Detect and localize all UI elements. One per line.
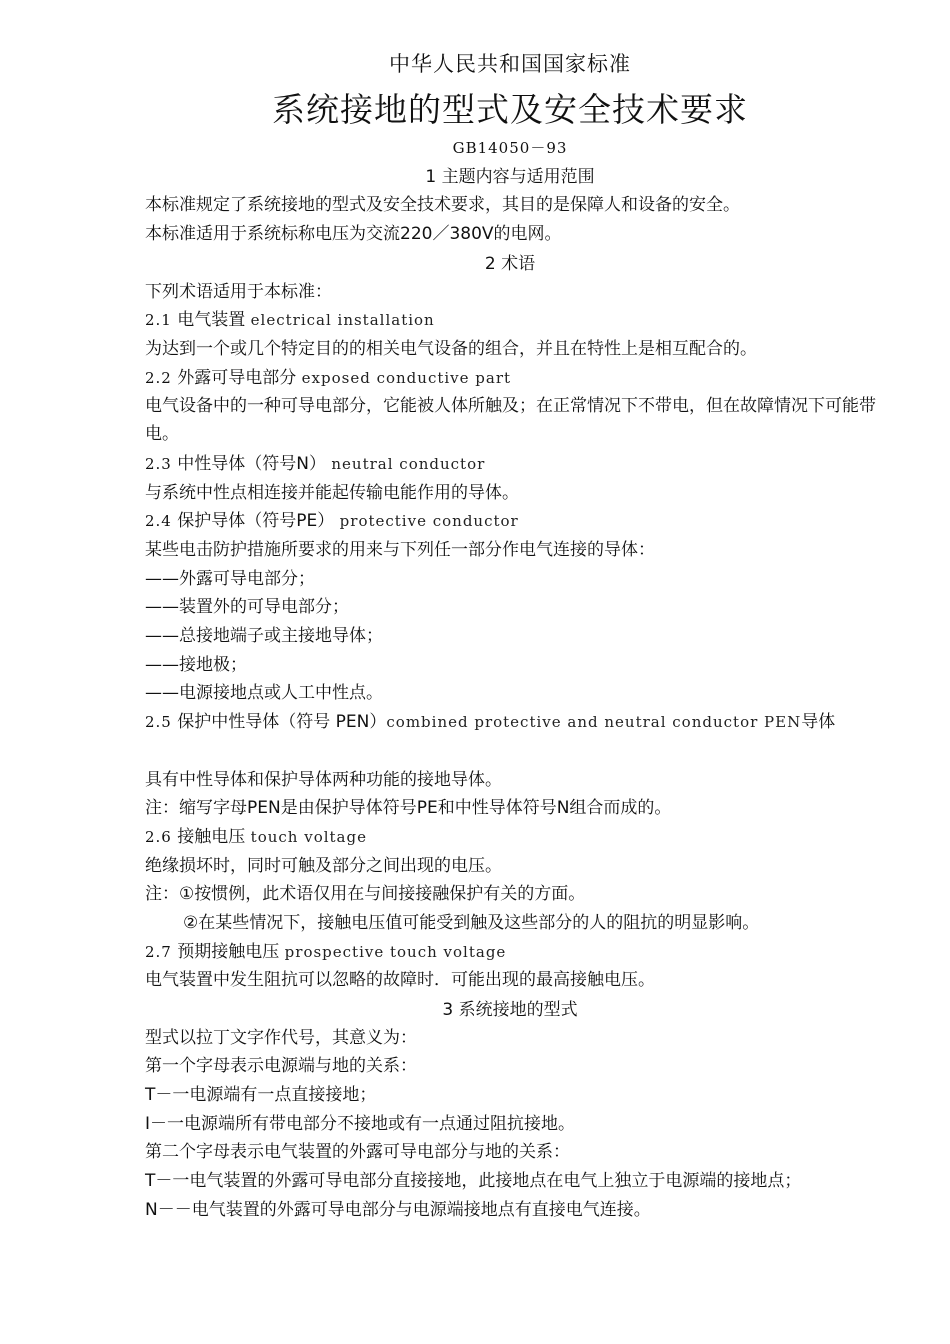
term-2-2-definition: 电气设备中的一种可导电部分，它能被人体所触及；在正常情况下不带电，但在故障情况下可能带电。: [145, 396, 876, 444]
term-number: 2.5: [145, 713, 172, 731]
list-item: ——总接地端子或主接地导体；: [145, 626, 383, 646]
term-cn: 外露可导电部分: [177, 368, 297, 388]
term-2-5-heading: [145, 708, 880, 736]
term-2-2-heading: [145, 364, 880, 392]
section-3-paragraph: T－一电源端有一点直接接地；: [145, 1085, 377, 1105]
term-2-3-definition: 与系统中性点相连接并能起传输电能作用的导体。: [145, 483, 519, 503]
list-item: ——外露可导电部分；: [145, 569, 315, 589]
term-2-3-heading: [145, 450, 880, 478]
section-3-paragraph: T－一电气装置的外露可导电部分直接接地，此接地点在电气上独立于电源端的接地点；: [145, 1171, 802, 1191]
document-title: 系统接地的型式及安全技术要求: [272, 90, 748, 129]
section-3-paragraph: 第一个字母表示电源端与地的关系：: [145, 1056, 417, 1076]
term-2-7-definition: 电气装置中发生阻抗可以忽略的故障时．可能出现的最高接触电压。: [145, 970, 655, 990]
document-supertitle: 中华人民共和国国家标准: [389, 52, 631, 76]
section-1-heading: 1 主题内容与适用范围: [425, 167, 595, 187]
term-2-1-heading: [145, 306, 880, 334]
standard-code: GB14050－93: [452, 139, 568, 157]
section-2-heading: 2 术语: [484, 254, 536, 274]
term-cn: 保护导体（符号PE）: [177, 511, 335, 531]
term-2-4-heading: [145, 507, 880, 535]
list-item: ——电源接地点或人工中性点。: [145, 683, 383, 703]
term-number: 2.2: [145, 369, 172, 387]
term-en: prospective touch voltage: [284, 943, 507, 961]
term-cn: 保护中性导体（符号 PEN）: [177, 712, 387, 732]
term-number: 2.1: [145, 311, 172, 329]
list-item: ——接地极；: [145, 655, 247, 675]
term-tail: 导体: [801, 712, 836, 732]
section-2-intro: 下列术语适用于本标准：: [145, 282, 332, 302]
term-2-5-definition: 具有中性导体和保护导体两种功能的接地导体。: [145, 770, 502, 790]
list-item: ——装置外的可导电部分；: [145, 597, 349, 617]
term-cn: 接触电压: [177, 827, 246, 847]
term-2-6-note-1: 注：①按惯例，此术语仅用在与间接接融保护有关的方面。: [145, 884, 586, 904]
term-2-1-definition: 为达到一个或几个特定目的的相关电气设备的组合，并且在特性上是相互配合的。: [145, 339, 757, 359]
term-cn: 预期接触电压: [177, 942, 280, 962]
term-en: touch voltage: [250, 828, 367, 846]
section-3-paragraph: 型式以拉丁文字作代号，其意义为：: [145, 1028, 417, 1048]
term-number: 2.6: [145, 828, 172, 846]
term-en: protective conductor: [339, 512, 519, 530]
term-en: neutral conductor: [331, 455, 486, 473]
term-2-6-definition: 绝缘损坏时，同时可触及部分之间出现的电压。: [145, 856, 502, 876]
term-cn: 电气装置: [177, 310, 246, 330]
section-1-paragraph-2: 本标准适用于系统标称电压为交流220／380V的电网。: [145, 224, 562, 244]
term-number: 2.3: [145, 455, 172, 473]
term-2-6-note-2: ②在某些情况下，接触电压值可能受到触及这些部分的人的阻抗的明显影响。: [183, 913, 760, 933]
section-3-heading: 3 系统接地的型式: [442, 1000, 578, 1020]
term-2-6-heading: [145, 823, 880, 851]
term-en: combined protective and neutral conductor PEN: [386, 713, 802, 731]
section-1-paragraph-1: 本标准规定了系统接地的型式及安全技术要求，其目的是保障人和设备的安全。: [145, 195, 740, 215]
term-en: electrical installation: [250, 311, 435, 329]
term-2-4-definition: 某些电击防护措施所要求的用来与下列任一部分作电气连接的导体：: [145, 540, 655, 560]
term-cn: 中性导体（符号N）: [177, 454, 326, 474]
term-number: 2.4: [145, 512, 172, 530]
term-2-5-note: 注：缩写字母PEN是由保护导体符号PE和中性导体符号N组合而成的。: [145, 798, 672, 818]
section-3-paragraph: N－－电气装置的外露可导电部分与电源端接地点有直接电气连接。: [145, 1200, 651, 1220]
section-3-paragraph: 第二个字母表示电气装置的外露可导电部分与地的关系：: [145, 1142, 570, 1162]
term-en: exposed conductive part: [301, 369, 512, 387]
term-number: 2.7: [145, 943, 172, 961]
term-2-7-heading: [145, 938, 880, 966]
section-3-paragraph: I－一电源端所有带电部分不接地或有一点通过阻抗接地。: [145, 1114, 576, 1134]
